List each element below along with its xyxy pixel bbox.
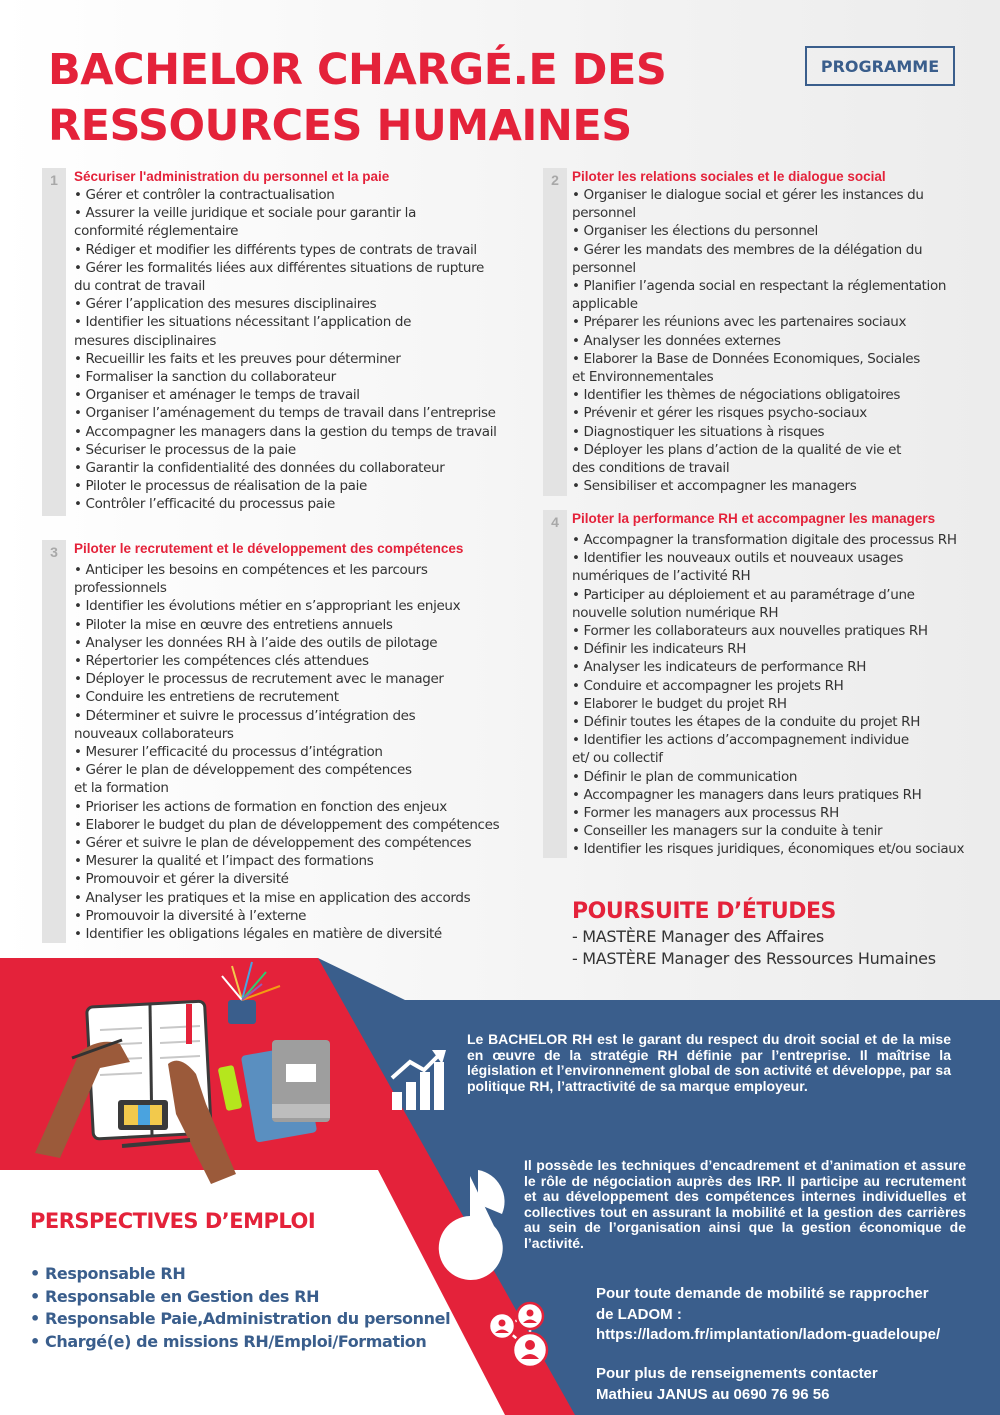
list-item: • Accompagner la transformation digitale des processus RH	[572, 532, 957, 548]
list-item: nouvelle solution numérique RH	[572, 604, 779, 621]
section-number: 1	[42, 168, 66, 516]
perspectives-list	[30, 1263, 470, 1353]
list-item: • Diagnostiquer les situations à risques	[572, 423, 825, 440]
list-item: nouveaux collaborateurs	[74, 725, 234, 742]
list-item: personnel	[572, 259, 636, 276]
list-item: • Analyser les indicateurs de performance RH	[572, 659, 867, 676]
list-item: • Organiser et aménager le temps de travail	[74, 387, 360, 404]
list-item: • Organiser les élections du personnel	[572, 223, 818, 240]
list-item: • Planifier l’agenda social en respectant la réglementation	[572, 278, 947, 295]
list-item: • Responsable Paie,Administration du personnel	[30, 1309, 451, 1328]
list-item: personnel	[572, 205, 636, 222]
list-item: • Assurer la veille juridique et sociale pour garantir la	[74, 205, 417, 222]
list-item: • Piloter le processus de réalisation de la paie	[74, 478, 367, 495]
list-item: • Responsable en Gestion des RH	[30, 1286, 320, 1306]
list-item: • Chargé(e) de missions RH/Emploi/Formation	[30, 1331, 427, 1351]
list-item: • Analyser les données externes	[572, 332, 781, 349]
list-item: et/ ou collectif	[572, 750, 663, 767]
list-item: • Analyser les pratiques et la mise en application des accords	[74, 889, 471, 906]
list-item: • Identifier les risques juridiques, économiques et/ou sociaux	[572, 841, 965, 858]
list-item: • Identifier les actions d’accompagnement individue	[572, 732, 909, 749]
list-item: • Gérer les formalités liées aux différentes situations de rupture	[74, 259, 484, 276]
list-item: • Organiser le dialogue social et gérer les instances du	[572, 187, 924, 203]
list-item: • Former les collaborateurs aux nouvelles pratiques RH	[572, 623, 928, 640]
list-item: • Former les managers aux processus RH	[572, 805, 839, 822]
list-item: • Anticiper les besoins en compétences et les parcours	[74, 562, 428, 578]
list-item: • Identifier les évolutions métier en s’appropriant les enjeux	[74, 598, 461, 615]
list-item: • Conduire et accompagner les projets RH	[572, 677, 844, 694]
list-item: • Mesurer la qualité et l’impact des formations	[74, 853, 374, 870]
list-item: • Identifier les situations nécessitant l’application de	[74, 314, 412, 331]
section-title: Sécuriser l'administration du personnel et la paie	[74, 169, 390, 184]
list-item: • Contrôler l’efficacité du processus paie	[74, 496, 335, 513]
section-title: Piloter les relations sociales et le dialogue social	[572, 169, 886, 184]
list-item: • Déterminer et suivre le processus d’intégration des	[74, 707, 416, 724]
contact-line-2: de LADOM :	[596, 1305, 682, 1323]
list-item: • Identifier les nouveaux outils et nouveaux usages	[572, 550, 904, 567]
contact-line-1: Pour toute demande de mobilité se rapprocher	[596, 1285, 929, 1302]
section-number: 2	[543, 168, 567, 496]
list-item: • Définir toutes les étapes de la conduite du projet RH	[572, 714, 920, 731]
list-item: • Définir le plan de communication	[572, 768, 798, 785]
list-item: • Elaborer le budget du projet RH	[572, 695, 787, 712]
list-item: du contrat de travail	[74, 278, 206, 295]
list-item: • Analyser les données RH à l’aide des outils de pilotage	[74, 634, 438, 651]
list-item: • Mesurer l’efficacité du processus d’intégration	[74, 744, 383, 761]
list-item: numériques de l’activité RH	[572, 568, 751, 585]
list-item: • Organiser l’aménagement du temps de travail dans l’entreprise	[74, 405, 496, 422]
list-item: • Elaborer le budget du plan de développement des compétences	[74, 816, 500, 833]
contact-renseignements	[596, 1364, 878, 1405]
list-item: mesures disciplinaires	[74, 332, 216, 349]
list-item: • Préparer les réunions avec les partenaires sociaux	[572, 314, 907, 331]
section-number: 4	[543, 510, 567, 858]
list-item: • Conduire les entretiens de recrutement	[74, 689, 339, 706]
list-item: • Conseiller les managers sur la conduite à tenir	[572, 823, 883, 840]
list-item: • Prévenir et gérer les risques psycho-sociaux	[572, 405, 867, 422]
list-item: • Déployer le processus de recrutement avec le manager	[74, 671, 444, 688]
list-item: • Répertorier les compétences clés attendues	[74, 653, 369, 670]
contact-phone: Mathieu JANUS au 0690 76 96 56	[596, 1385, 830, 1403]
section-title: Piloter la performance RH et accompagner les managers	[572, 511, 936, 526]
list-item: • Rédiger et modifier les différents types de contrats de travail	[74, 241, 477, 258]
list-item: • Gérer les mandats des membres de la délégation du	[572, 241, 923, 258]
list-item: • Définir les indicateurs RH	[572, 641, 747, 658]
ladom-link[interactable]: https://ladom.fr/implantation/ladom-guadeloupe/	[596, 1326, 941, 1343]
list-item: - MASTÈRE Manager des Ressources Humaines	[572, 949, 936, 968]
list-item: • Gérer et contrôler la contractualisation	[74, 187, 335, 203]
list-item: • Déployer les plans d’action de la qualité de vie et	[572, 441, 902, 458]
list-item: • Accompagner les managers dans la gestion du temps de travail	[74, 423, 497, 440]
programme-badge: PROGRAMME	[805, 46, 955, 86]
list-item: • Recueillir les faits et les preuves pour déterminer	[74, 350, 401, 367]
perspectives-emploi	[30, 1207, 470, 1353]
list-item: • Responsable RH	[30, 1264, 186, 1283]
list-item: • Elaborer la Base de Données Economiques, Sociales	[572, 350, 920, 367]
info-paragraph-1: Le BACHELOR RH est le garant du respect du droit social et de la mise en œuvre de la stratégie RH définie par l’entreprise. Il maîtrise la législation et l’environnement global de son activité et développe, par sa politique RH, l’attractivité de sa marque employeur.	[467, 1031, 951, 1094]
list-item: • Formaliser la sanction du collaborateur	[74, 369, 336, 386]
title-line-1: BACHELOR CHARGÉ.E DES	[48, 45, 667, 95]
list-item: • Accompagner les managers dans leurs pratiques RH	[572, 786, 922, 803]
section-title: Piloter le recrutement et le développement des compétences	[74, 541, 464, 556]
section-number: 3	[42, 540, 66, 943]
list-item: • Piloter la mise en œuvre des entretiens annuels	[74, 616, 393, 633]
list-item: - MASTÈRE Manager des Affaires	[572, 927, 824, 946]
list-item: • Garantir la confidentialité des données du collaborateur	[74, 460, 445, 477]
list-item: • Gérer l’application des mesures disciplinaires	[74, 296, 377, 313]
contact-line-3: Pour plus de renseignements contacter	[596, 1365, 878, 1382]
list-item: conformité réglementaire	[74, 223, 239, 240]
list-item: • Promouvoir la diversité à l’externe	[74, 907, 307, 924]
list-item: • Identifier les obligations légales en matière de diversité	[74, 926, 442, 943]
perspectives-title: PERSPECTIVES D’EMPLOI	[30, 1209, 316, 1233]
contact-mobilite	[596, 1284, 940, 1346]
list-item: • Prioriser les actions de formation en fonction des enjeux	[74, 798, 447, 815]
list-item: • Gérer et suivre le plan de développement des compétences	[74, 835, 472, 852]
list-item: • Sensibiliser et accompagner les managers	[572, 478, 857, 495]
list-item: • Sécuriser le processus de la paie	[74, 441, 296, 458]
list-item: • Gérer le plan de développement des compétences	[74, 762, 412, 779]
info-paragraph-2: Il possède les techniques d’encadrement et d’animation et assure le rôle de négociation auprès des IRP. Il participe au recrutement et au développement des compétences internes individuelles et collectives tout en assurant la mobilité et la gestion des carrières au sein de l’organisation ainsi que la gestion économique de l’activité.	[524, 1157, 966, 1251]
poursuite-title: POURSUITE D’ÉTUDES	[572, 899, 836, 924]
list-item: applicable	[572, 296, 638, 313]
title-line-2: RESSOURCES HUMAINES	[48, 101, 632, 151]
list-item: et la formation	[74, 780, 169, 797]
list-item: • Promouvoir et gérer la diversité	[74, 871, 289, 888]
list-item: des conditions de travail	[572, 460, 730, 477]
list-item: et Environnementales	[572, 369, 714, 386]
list-item: • Identifier les thèmes de négociations obligatoires	[572, 387, 901, 404]
list-item: • Participer au déploiement et au paramétrage d’une	[572, 586, 915, 603]
list-item: professionnels	[74, 580, 167, 597]
